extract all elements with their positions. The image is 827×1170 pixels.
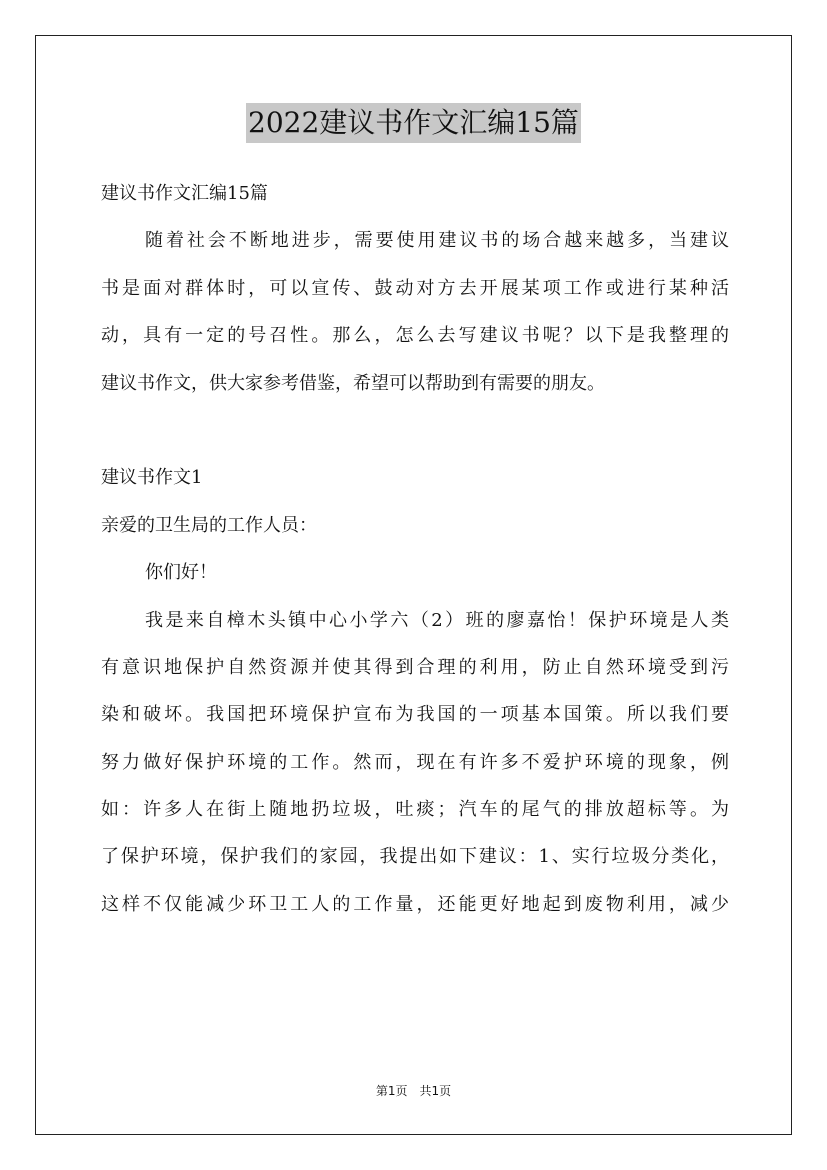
letter-greeting: 你们好！ [145, 562, 217, 584]
body-line-5: 如：许多人在街上随地扔垃圾，吐痰；汽车的尾气的排放超标等。为 [101, 799, 729, 821]
document-title-text: 2022建议书作文汇编15篇 [246, 103, 581, 143]
body-line-3: 染和破坏。我国把环境保护宣布为我国的一项基本国策。所以我们要 [101, 704, 729, 726]
section-heading: 建议书作文1 [101, 467, 203, 489]
page-footer [0, 1082, 827, 1099]
body-line-1: 我是来自樟木头镇中心小学六（2）班的廖嘉怡！保护环境是人类 [145, 609, 729, 631]
intro-line-3: 动，具有一定的号召性。那么，怎么去写建议书呢？以下是我整理的 [101, 325, 729, 347]
document-title [0, 103, 827, 143]
intro-line-4: 建议书作文，供大家参考借鉴，希望可以帮助到有需要的朋友。 [101, 372, 605, 394]
page-number: 第1页 共1页 [375, 1084, 452, 1098]
body-line-6: 了保护环境，保护我们的家园，我提出如下建议：1、实行垃圾分类化， [101, 846, 729, 868]
document-subtitle: 建议书作文汇编15篇 [101, 183, 268, 204]
paragraph-gap [101, 407, 729, 454]
body-line-4: 努力做好保护环境的工作。然而，现在有许多不爱护环境的现象，例 [101, 751, 729, 773]
document-body [101, 170, 729, 928]
intro-line-2: 书是面对群体时，可以宣传、鼓动对方去开展某项工作或进行某种活 [101, 277, 729, 299]
body-line-7: 这样不仅能减少环卫工人的工作量，还能更好地起到废物利用，减少 [101, 893, 729, 915]
intro-line-1: 随着社会不断地进步，需要使用建议书的场合越来越多，当建议 [145, 230, 729, 252]
body-line-2: 有意识地保护自然资源并使其得到合理的利用，防止自然环境受到污 [101, 656, 729, 678]
letter-salutation: 亲爱的卫生局的工作人员： [101, 514, 317, 536]
